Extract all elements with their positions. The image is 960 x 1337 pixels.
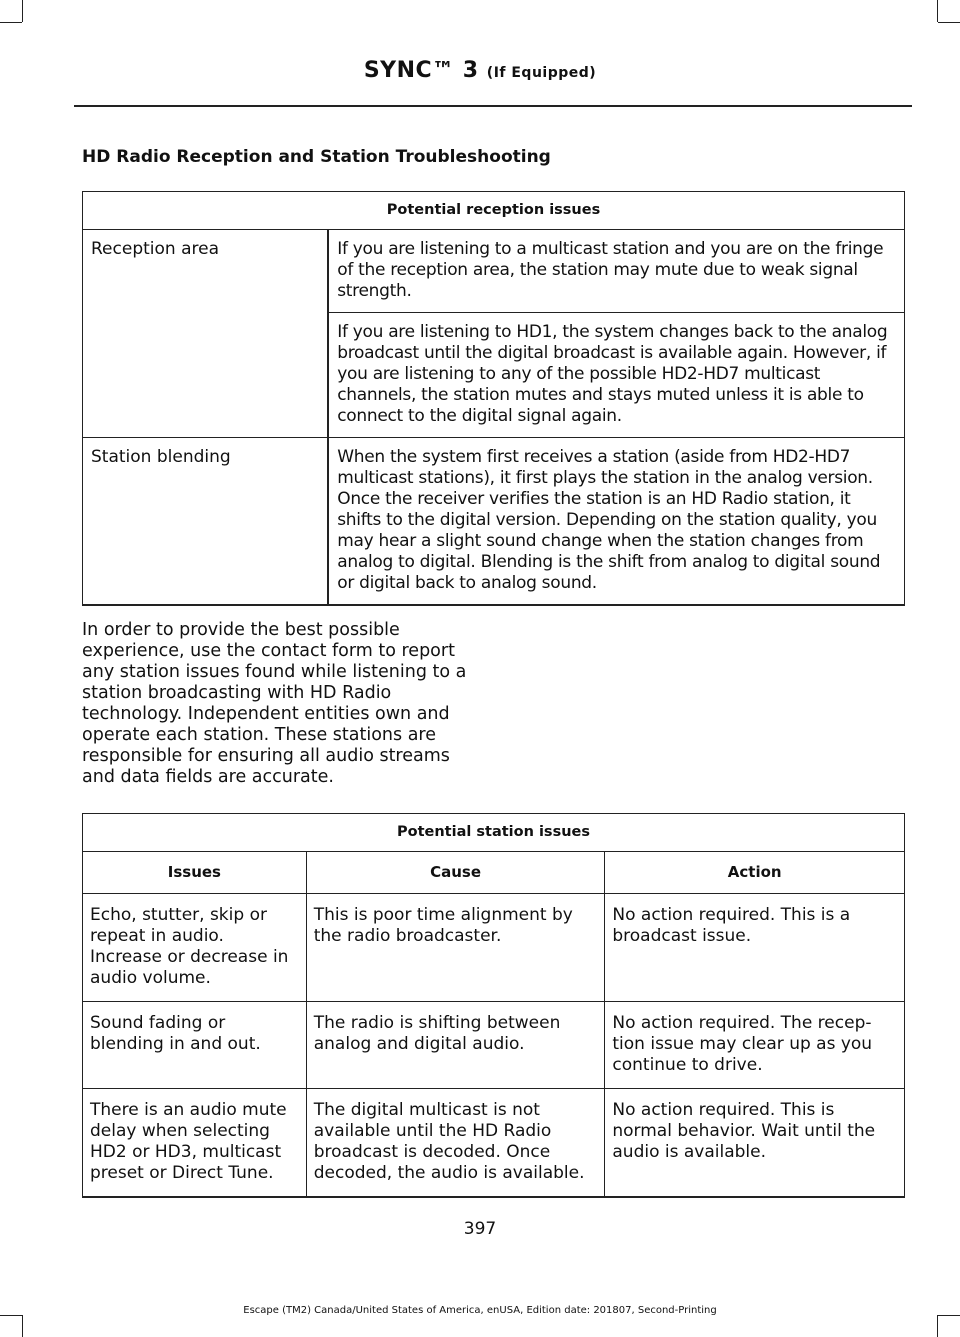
- column-header-cause: Cause: [306, 852, 605, 894]
- action-cell: No action required. This is normal behavior. Wait until the audio is available.: [605, 1089, 905, 1198]
- action-cell: No action required. The recep-tion issue may clear up as you continue to drive.: [605, 1002, 905, 1089]
- running-head-subtitle: (If Equipped): [486, 65, 597, 81]
- row-text: When the system first receives a station (aside from HD2-HD7 multicast stations), it first plays the station in the analog version. Once the receiver verifies the station is an HD Radio station, it shifts to the digital version. Depending on the station quality, you may hear a slight sound change when the station changes from analog to digital. Blending is the shift from analog to digital sound or digital back to analog sound.: [328, 438, 904, 606]
- table-row: [83, 1089, 905, 1198]
- page-number: 397: [463, 1219, 497, 1239]
- column-header-action: Action: [605, 852, 905, 894]
- section-title: HD Radio Reception and Station Troubleshooting: [82, 147, 551, 167]
- cause-cell: This is poor time alignment by the radio broadcaster.: [306, 894, 605, 1002]
- running-head: [0, 58, 960, 83]
- header-rule: [74, 105, 912, 107]
- action-cell: No action required. This is a broadcast issue.: [605, 894, 905, 1002]
- row-label: Station blending: [83, 438, 329, 606]
- table-row: [83, 438, 905, 606]
- cause-cell: The radio is shifting between analog and digital audio.: [306, 1002, 605, 1089]
- crop-mark-bottom-left: [22, 1315, 23, 1337]
- row-text: If you are listening to a multicast station and you are on the fringe of the reception area, the station may mute due to weak signal strength.: [328, 230, 904, 313]
- crop-mark-bottom-right: [937, 1315, 938, 1337]
- station-issues-table: [82, 813, 905, 1198]
- column-header-issues: Issues: [83, 852, 307, 894]
- issue-cell: Sound fading or blending in and out.: [83, 1002, 307, 1089]
- row-label: Reception area: [83, 230, 329, 438]
- crop-mark-top-left: [22, 0, 23, 22]
- running-head-title: SYNC™ 3: [363, 58, 479, 83]
- crop-mark-top-right: [938, 22, 960, 23]
- crop-mark-top-left: [0, 22, 22, 23]
- table-row: [83, 230, 905, 313]
- issue-cell: Echo, stutter, skip or repeat in audio. Increase or decrease in audio volume.: [83, 894, 307, 1002]
- crop-mark-top-right: [937, 0, 938, 22]
- issue-cell: There is an audio mute delay when selecting HD2 or HD3, multicast preset or Direct Tune.: [83, 1089, 307, 1198]
- table-caption: Potential reception issues: [83, 192, 905, 230]
- body-paragraph: In order to provide the best possible experience, use the contact form to report any station issues found while listening to a station broadcasting with HD Radio technology. Independent entities own and operate each station. These stations are responsible for ensuring all audio streams and data fields are accurate.: [82, 620, 467, 787]
- reception-issues-table: [82, 191, 905, 606]
- row-text: If you are listening to HD1, the system changes back to the analog broadcast until the digital broadcast is available again. However, if you are listening to any of the possible HD2-HD7 multicast channels, the station mutes and stays muted unless it is able to connect to the digital signal again.: [328, 313, 904, 438]
- table-row: [83, 1002, 905, 1089]
- footer-edition-info: Escape (TM2) Canada/United States of America, enUSA, Edition date: 201807, Second-Printing: [243, 1305, 717, 1316]
- cause-cell: The digital multicast is not available until the HD Radio broadcast is decoded. Once decoded, the audio is available.: [306, 1089, 605, 1198]
- table-row: [83, 894, 905, 1002]
- table-caption: Potential station issues: [83, 814, 905, 852]
